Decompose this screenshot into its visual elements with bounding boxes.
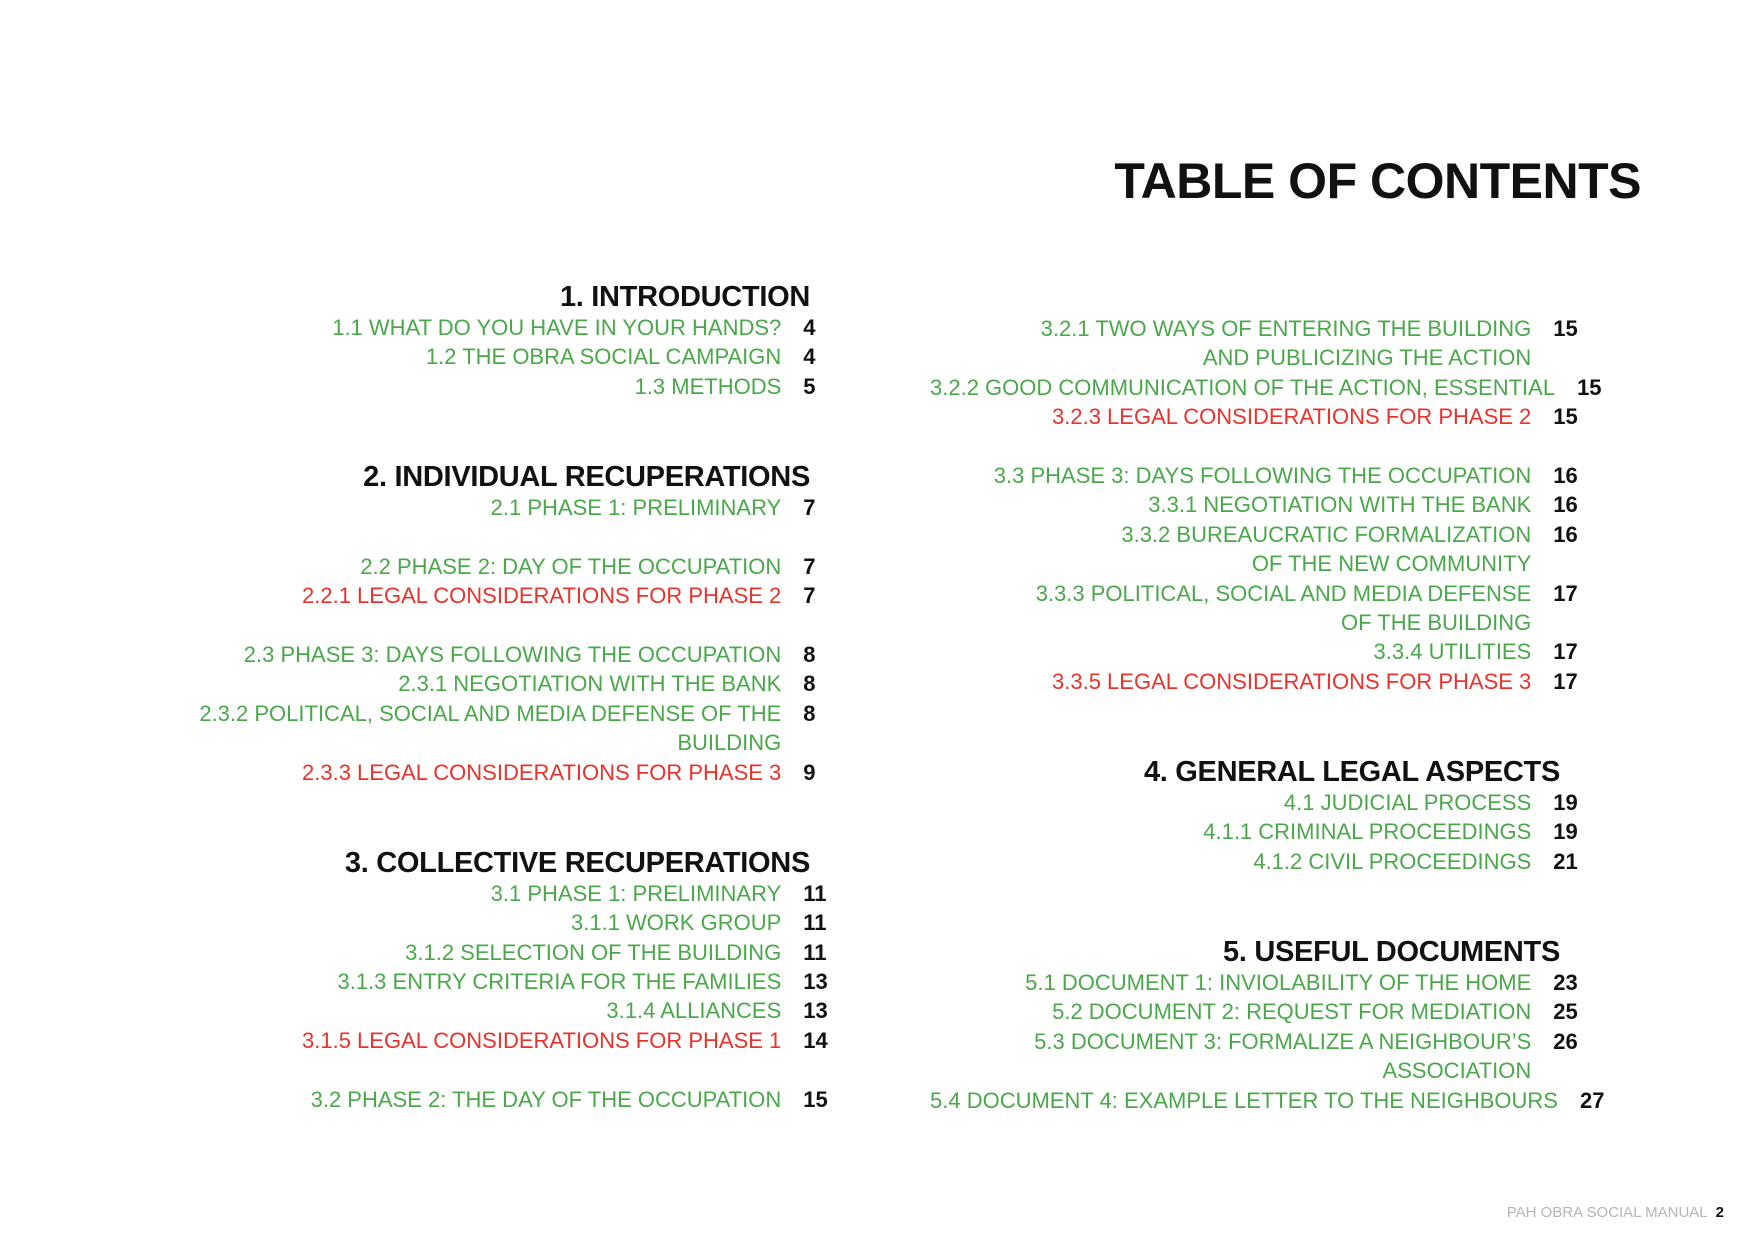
toc-right-column [930, 314, 1605, 1115]
spacer [180, 787, 830, 846]
toc-entry[interactable]: 5.1 DOCUMENT 1: INVIOLABILITY OF THE HOME 23 [1025, 970, 1578, 996]
toc-entry[interactable]: 5.4 DOCUMENT 4: EXAMPLE LETTER TO THE NEIGHBOURS 27 [930, 1087, 1605, 1113]
toc-entry-legal[interactable]: 2.3.3 LEGAL CONSIDERATIONS FOR PHASE 3 9 [302, 759, 816, 785]
spacer [930, 432, 1580, 461]
page-footer [1507, 1204, 1724, 1221]
toc-entry[interactable]: 4.1.1 CRIMINAL PROCEEDINGS 19 [1203, 819, 1578, 845]
toc-entry-continuation[interactable]: OF THE NEW COMMUNITY [1251, 551, 1532, 577]
toc-entry[interactable]: 3.1 PHASE 1: PRELIMINARY 11 [490, 880, 827, 906]
toc-entry[interactable]: 2.3.2 POLITICAL, SOCIAL AND MEDIA DEFENSE OF THE 8 [199, 700, 816, 726]
toc-entry[interactable]: 4.1 JUDICIAL PROCESS 19 [1283, 790, 1578, 816]
toc-heading-introduction[interactable]: 1. INTRODUCTION [559, 281, 810, 313]
page-title: TABLE OF CONTENTS [1114, 153, 1641, 209]
toc-entry[interactable]: 2.2 PHASE 2: DAY OF THE OCCUPATION 7 [360, 553, 816, 579]
toc-entry-continuation[interactable]: OF THE BUILDING [1340, 610, 1532, 636]
spacer [930, 876, 1580, 935]
toc-entry-legal[interactable]: 2.2.1 LEGAL CONSIDERATIONS FOR PHASE 2 7 [302, 583, 816, 609]
spacer [180, 522, 830, 551]
toc-entry[interactable]: 3.3.1 NEGOTIATION WITH THE BANK 16 [1148, 492, 1578, 518]
footer-label: PAH OBRA SOCIAL MANUAL [1506, 1204, 1708, 1221]
toc-entry[interactable]: 3.3.3 POLITICAL, SOCIAL AND MEDIA DEFENSE 17 [1035, 580, 1578, 606]
toc-entry[interactable]: 1.1 WHAT DO YOU HAVE IN YOUR HANDS? 4 [332, 315, 816, 340]
toc-entry-legal[interactable]: 3.3.5 LEGAL CONSIDERATIONS FOR PHASE 3 17 [1052, 668, 1578, 694]
toc-heading-useful-documents[interactable]: 5. USEFUL DOCUMENTS [1223, 936, 1560, 969]
toc-entry[interactable]: 3.1.2 SELECTION OF THE BUILDING 11 [405, 939, 827, 965]
toc-entry[interactable]: 5.2 DOCUMENT 2: REQUEST FOR MEDIATION 25 [1052, 999, 1578, 1025]
toc-entry[interactable]: 2.1 PHASE 1: PRELIMINARY 7 [490, 495, 816, 521]
toc-left-column [180, 280, 830, 1114]
toc-entry[interactable]: 3.3.2 BUREAUCRATIC FORMALIZATION 16 [1121, 521, 1578, 547]
toc-entry[interactable]: 2.3 PHASE 3: DAYS FOLLOWING THE OCCUPATION 8 [243, 642, 816, 668]
toc-entry[interactable]: 3.2.2 GOOD COMMUNICATION OF THE ACTION, ESSENTIAL 15 [930, 374, 1602, 400]
toc-entry[interactable]: 3.3 PHASE 3: DAYS FOLLOWING THE OCCUPATION 16 [993, 463, 1578, 489]
toc-entry[interactable]: 3.1.1 WORK GROUP 11 [571, 910, 827, 936]
toc-entry[interactable]: 3.3.4 UTILITIES 17 [1373, 639, 1578, 665]
toc-entry[interactable]: 1.2 THE OBRA SOCIAL CAMPAIGN 4 [425, 344, 816, 370]
spacer [930, 696, 1580, 755]
toc-entry-continuation[interactable]: BUILDING [677, 730, 782, 756]
page-number: 2 [1715, 1204, 1724, 1221]
toc-heading-individual-recuperations[interactable]: 2. INDIVIDUAL RECUPERATIONS [363, 461, 810, 494]
toc-entry[interactable]: 3.2.1 TWO WAYS OF ENTERING THE BUILDING 15 [1040, 316, 1578, 341]
toc-entry-legal[interactable]: 3.2.3 LEGAL CONSIDERATIONS FOR PHASE 2 15 [1052, 404, 1578, 430]
spacer [180, 611, 830, 640]
toc-entry[interactable]: 1.3 METHODS 5 [634, 373, 816, 399]
toc-entry-legal[interactable]: 3.1.5 LEGAL CONSIDERATIONS FOR PHASE 1 14 [302, 1027, 828, 1053]
toc-entry-continuation[interactable]: AND PUBLICIZING THE ACTION [1202, 345, 1532, 371]
toc-entry[interactable]: 4.1.2 CIVIL PROCEEDINGS 21 [1253, 848, 1578, 874]
toc-entry[interactable]: 2.3.1 NEGOTIATION WITH THE BANK 8 [398, 671, 816, 697]
toc-entry[interactable]: 3.2 PHASE 2: THE DAY OF THE OCCUPATION 15 [310, 1086, 828, 1112]
spacer [180, 401, 830, 460]
toc-entry-continuation[interactable]: ASSOCIATION [1382, 1058, 1532, 1084]
toc-entry[interactable]: 3.1.4 ALLIANCES 13 [606, 998, 828, 1024]
toc-heading-general-legal-aspects[interactable]: 4. GENERAL LEGAL ASPECTS [1143, 756, 1560, 789]
toc-heading-collective-recuperations[interactable]: 3. COLLECTIVE RECUPERATIONS [344, 846, 810, 879]
toc-entry[interactable]: 5.3 DOCUMENT 3: FORMALIZE A NEIGHBOUR’S 26 [1034, 1028, 1578, 1054]
spacer [180, 1055, 830, 1084]
toc-entry[interactable]: 3.1.3 ENTRY CRITERIA FOR THE FAMILIES 13 [337, 969, 828, 995]
